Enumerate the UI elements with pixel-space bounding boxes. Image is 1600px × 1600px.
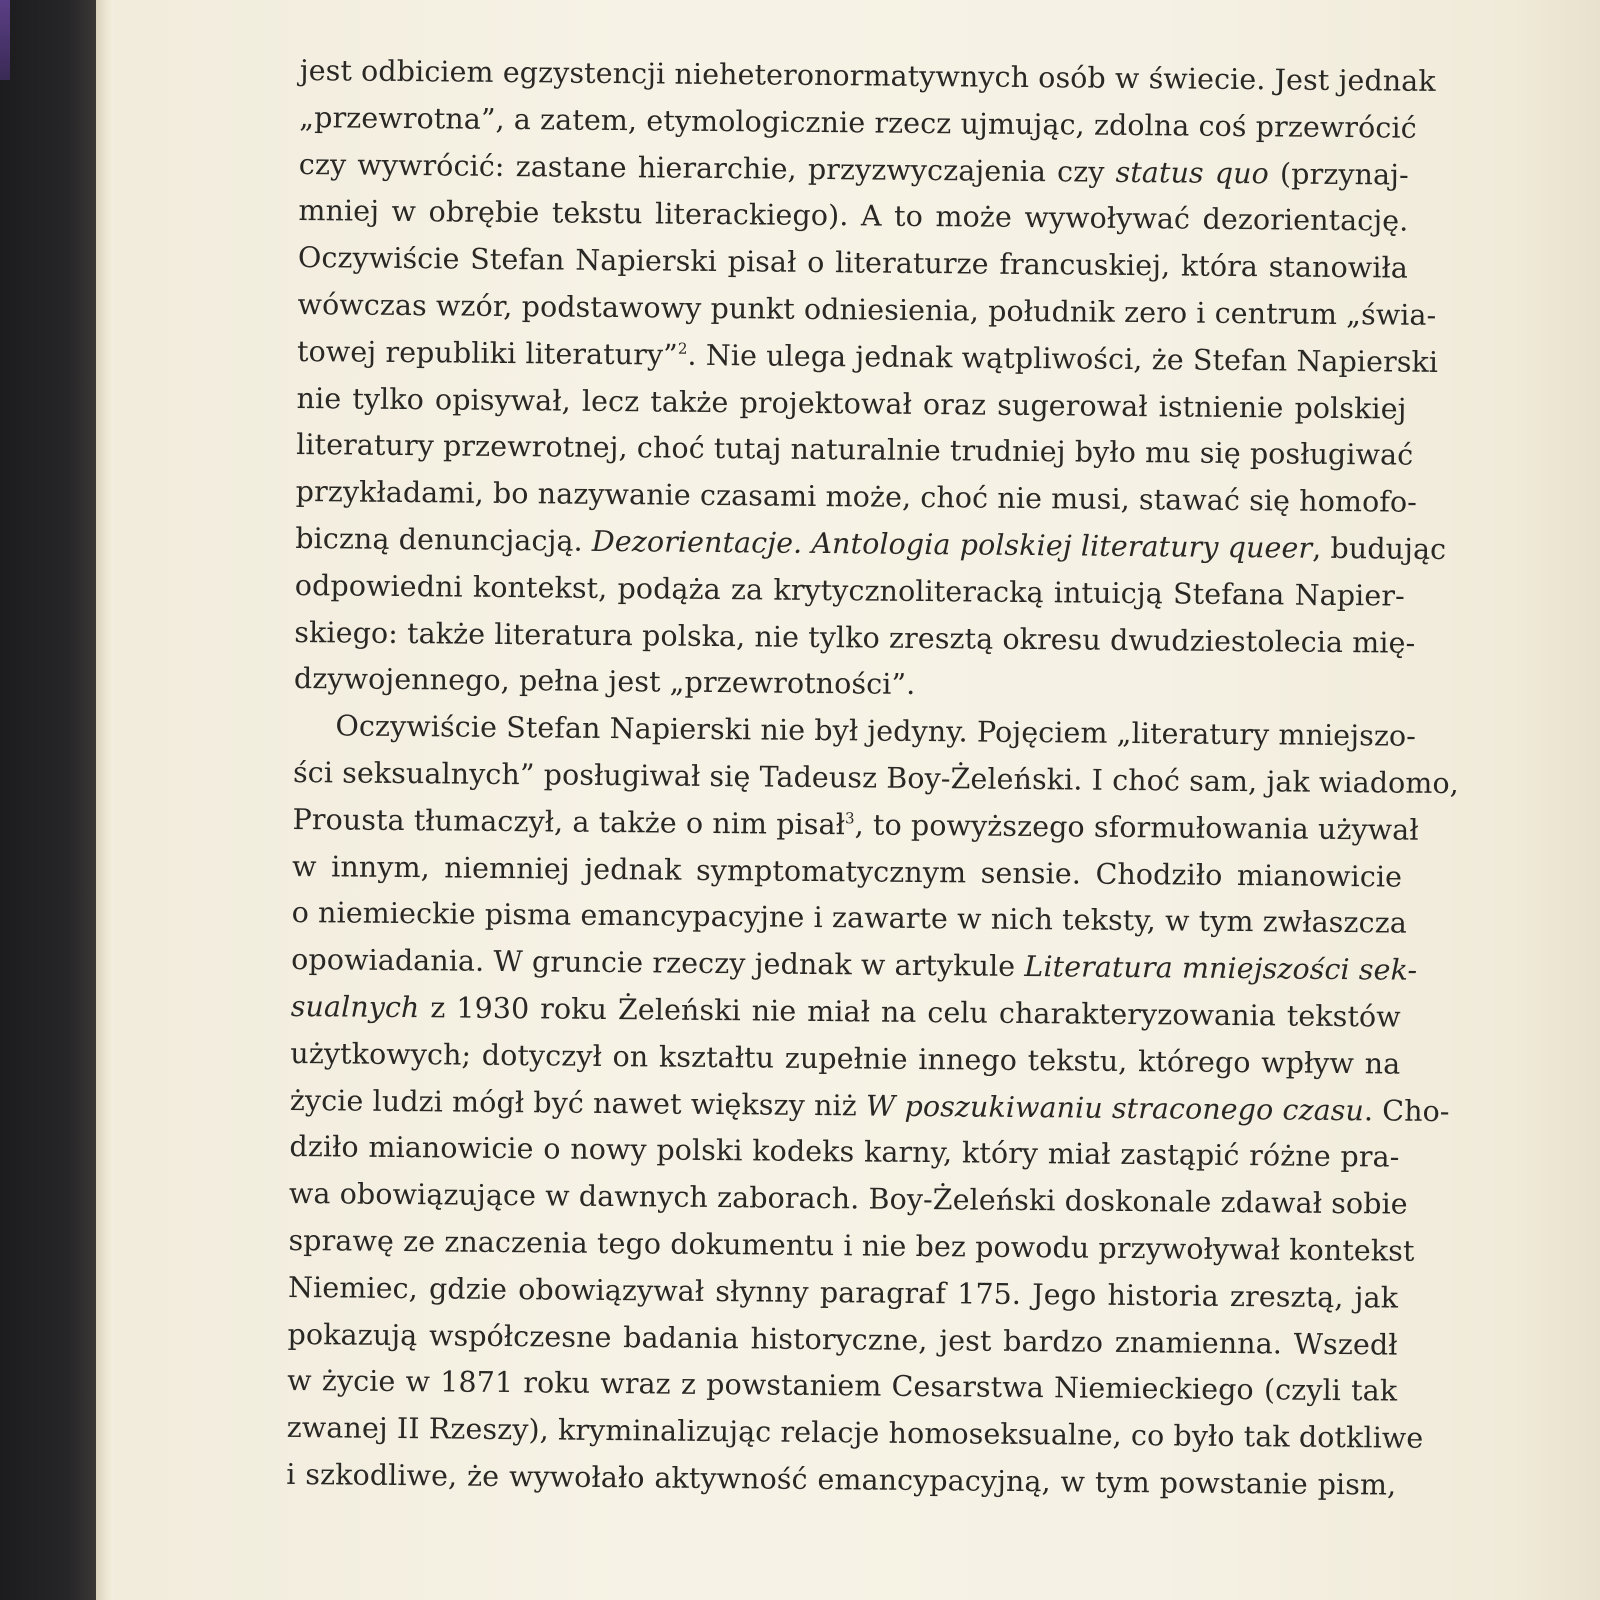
footnote-marker: 3 [845,809,855,828]
text-line-main: Prousta tłumaczył, a także o nim pisał [292,802,846,842]
text-line-main: pokazują współczesne badania historyczne, jest bardzo znamienna. Wszedł [287,1317,1398,1362]
book-binding [0,0,96,1600]
text-line-main: dziło mianowicie o nowy polski kodeks karny, który miał zastąpić różne pra- [289,1130,1400,1174]
text-line-main: Oczywiście Stefan Napierski pisał o literaturze francuskiej, która stanowiła [297,241,1409,285]
text-line-tail: . Cho- [1363,1093,1450,1128]
text-line-main: w innym, niemniej jednak symptomatycznym sensie. Chodziło mianowicie [291,849,1403,894]
page-edge [96,0,114,1600]
text-line-main: dzywojennego, pełna jest „przewrotności”. [293,662,916,702]
text-line-main: i szkodliwe, że wywołało aktywność emancypacyjną, w tym powstanie pism, [286,1457,1397,1502]
text-line-main: opowiadania. W gruncie rzeczy jednak w artykule [291,943,1025,984]
cover-accent [0,0,10,80]
text-line-main: życie ludzi mógł być nawet większy niż [289,1083,867,1123]
text-line-main: „przewrotna”, a zatem, etymologicznie rzecz ujmując, zdolna coś przewrócić [299,100,1417,145]
text-line-main: przykładami, bo nazywanie czasami może, choć nie musi, stawać się homofo- [295,475,1418,519]
text-line-main: odpowiedni kontekst, podąża za krytycznoliteracką intuicją Stefana Napier- [294,568,1405,613]
text-line-main: mniej w obrębie tekstu literackiego). A to może wywoływać dezorientację. [298,194,1409,239]
text-line-main: nie tylko opisywał, lecz także projektował oraz sugerował istnienie polskiej [296,381,1407,426]
text-line-main: wówczas wzór, podstawowy punkt odniesienia, południk zero i centrum „świa- [297,287,1437,332]
page-text [286,48,1460,1509]
text-line-main: Oczywiście Stefan Napierski nie był jedyny. Pojęciem „literatury mniejszo- [335,709,1417,753]
italic-title: Dezorientacje. Antologia polskiej literatury queer [591,524,1313,565]
text-line-main: użytkowych; dotyczył on kształtu zupełnie innego tekstu, którego wpływ na [290,1036,1401,1081]
text-line-main: towej republiki literatury” [296,334,678,372]
text-line-tail: , to powyższego sformułowania używał [854,808,1419,847]
text-line-main: ści seksualnych” posługiwał się Tadeusz Boy-Żeleński. I choć sam, jak wiadomo, [292,755,1460,801]
text-line-tail: . Nie ulega jednak wątpliwości, że Stefan Napierski [687,338,1439,379]
italic-title: sualnych [290,989,420,1025]
italic-title: W poszukiwaniu straconego czasu [865,1089,1365,1127]
text-line-main: Niemiec, gdzie obowiązywał słynny paragraf 175. Jego historia zresztą, jak [287,1270,1399,1315]
text-line-main: skiego: także literatura polska, nie tylko zresztą okresu dwudziestolecia mię- [294,615,1416,660]
text-line-main: o niemieckie pisma emancypacyjne i zawarte w nich teksty, w tym zwłaszcza [291,896,1408,941]
text-line-main: sprawę ze znaczenia tego dokumentu i nie bez powodu przywoływał kontekst [288,1223,1415,1268]
italic-title: Literatura mniejszości sek- [1024,950,1418,987]
text-line-main: wa obowiązujące w dawnych zaborach. Boy-Żeleński doskonale zdawał sobie [288,1177,1408,1221]
text-line-main: czy wywrócić: zastane hierarchie, przyzwyczajenia czy [298,147,1116,189]
text-line-tail: z 1930 roku Żeleński nie miał na celu charakteryzowania tekstów [419,991,1401,1034]
text-line-main: zwanej II Rzeszy), kryminalizując relacje homoseksualne, co było tak dotkliwe [286,1411,1424,1455]
text-line-main: w życie w 1871 roku wraz z powstaniem Cesarstwa Niemieckiego (czyli tak [287,1364,1398,1408]
text-line-tail: , budując [1312,531,1447,566]
text-line-main: jest odbiciem egzystencji nieheteronormatywnych osób w świecie. Jest jednak [299,53,1436,98]
text-line-main: literatury przewrotnej, choć tutaj naturalnie trudniej było mu się posługiwać [296,428,1414,473]
footnote-marker: 2 [677,339,688,358]
italic-title: status quo [1115,155,1270,190]
page-shade [1510,0,1600,1600]
text-line-main: biczną denuncjacją. [295,521,593,558]
text-line-tail: (przynaj- [1268,156,1409,192]
